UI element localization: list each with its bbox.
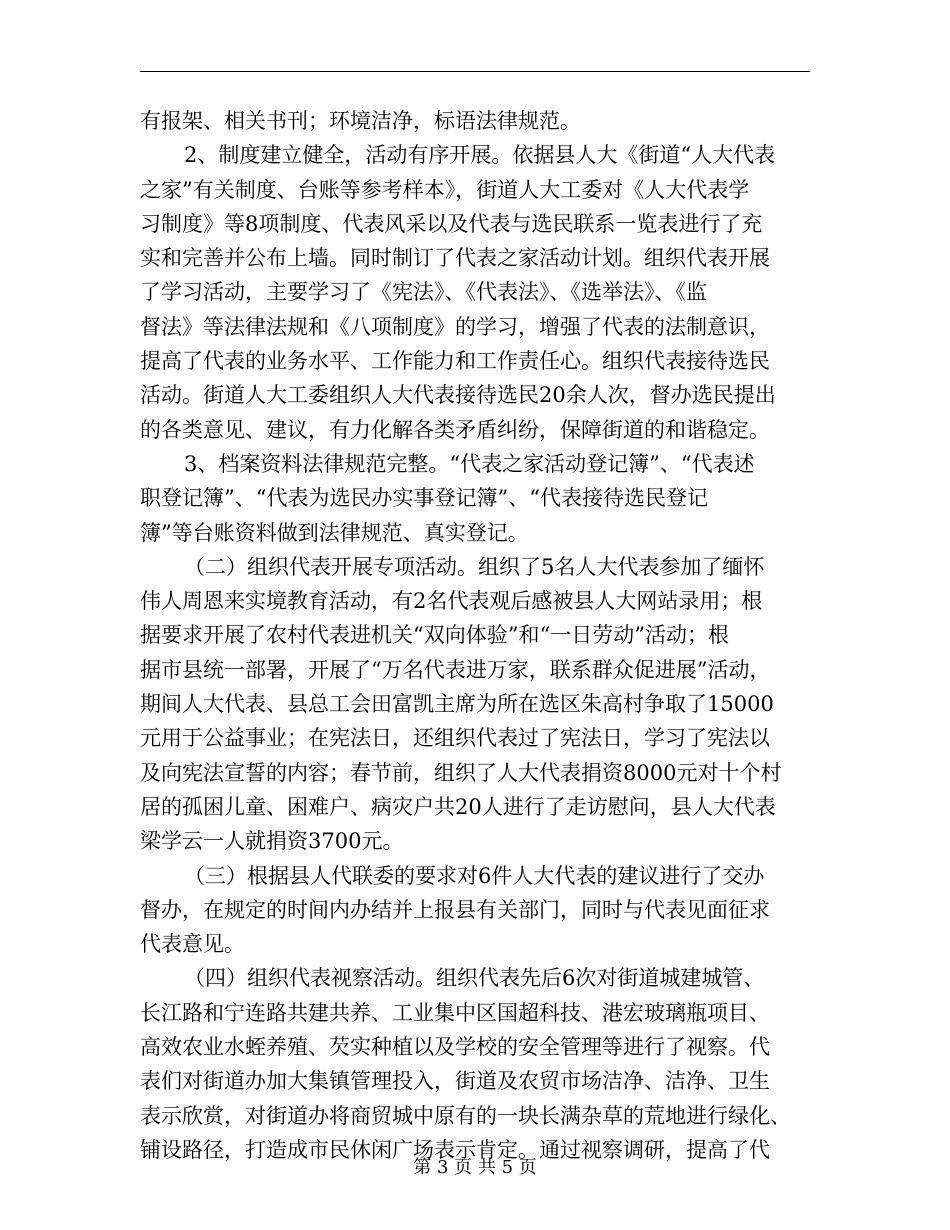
text-line: 有报架、相关书刊；环境洁净，标语法律规范。 [140,109,581,133]
body-text [140,104,810,1167]
text-line: 及向宪法宣誓的内容；春节前，组织了人大代表捐资8000元对十个村 [140,760,782,785]
text-line: 长江路和宁连路共建共养、工业集中区国超科技、港宏玻璃瓶项目、 [140,1000,770,1025]
text-line: 代表意见。 [140,932,245,957]
text-line: 伟人周恩来实境教育活动，有2名代表观后感被县人大网站录用；根 [140,589,763,614]
text-line: 簿”等台账资料做到法律规范、真实登记。 [140,520,529,545]
text-line: 铺设路径，打造成市民休闲广场表示肯定。通过视察调研，提高了代 [140,1137,770,1162]
text-line: 表示欣赏，对街道办将商贸城中原有的一块长满杂草的荒地进行绿化、 [140,1103,791,1128]
text-line: 职登记簿”、“代表为选民办实事登记簿”、“代表接待选民登记 [140,486,708,511]
text-line: 提高了代表的业务水平、工作能力和工作责任心。组织代表接待选民 [140,349,770,374]
text-line: 督法》等法律法规和《八项制度》的学习，增强了代表的法制意识， [140,314,770,339]
text-line: 习制度》等8项制度、代表风采以及代表与选民联系一览表进行了充 [140,211,763,236]
text-line: 督办，在规定的时间内办结并上报县有关部门，同时与代表见面征求 [140,897,770,922]
text-line: 了学习活动，主要学习了《宪法》、《代表法》、《选举法》、《监 [140,280,707,305]
header-rule [140,71,810,72]
page-number: 第 3 页 共 5 页 [413,1157,537,1178]
text-line: （三）根据县人代联委的要求对6件人大代表的建议进行了交办 [184,863,765,888]
text-line: 的各类意见、建议，有力化解各类矛盾纠纷，保障街道的和谐稳定。 [140,417,770,442]
text-line: 期间人大代表、县总工会田富凯主席为所在选区朱高村争取了15000 [140,692,774,717]
text-line: （四）组织代表视察活动。组织代表先后6次对街道城建城管、 [184,966,765,991]
text-line: 实和完善并公布上墙。同时制订了代表之家活动计划。组织代表开展 [140,246,770,271]
text-line: 活动。街道人大工委组织人大代表接待选民20余人次，督办选民提出 [140,383,776,408]
text-line: 表们对街道办加大集镇管理投入，街道及农贸市场洁净、洁净、卫生 [140,1069,770,1094]
text-line: 据要求开展了农村代表进机关“双向体验”和“一日劳动”活动；根 [140,623,729,648]
text-line: 居的孤困儿童、困难户、病灾户共20人进行了走访慰问，县人大代表 [140,794,776,819]
text-line: 2、制度建立健全，活动有序开展。依据县人大《街道“人大代表 [184,143,776,168]
text-line: 据市县统一部署，开展了“万名代表进万家，联系群众促进展”活动， [140,657,771,682]
text-line: （二）组织代表开展专项活动。组织了5名人大代表参加了缅怀 [184,554,765,579]
text-line: 3、档案资料法律规范完整。“代表之家活动登记簿”、“代表述 [184,451,755,476]
text-line: 之家”有关制度、台账等参考样本》，街道人大工委对《人大代表学 [140,177,750,202]
text-line: 梁学云一人就捐资3700元。 [140,829,404,854]
text-line: 高效农业水蛭养殖、芡实种植以及学校的安全管理等进行了视察。代 [140,1035,770,1060]
text-line: 元用于公益事业；在宪法日，还组织代表过了宪法日，学习了宪法以 [140,726,770,751]
